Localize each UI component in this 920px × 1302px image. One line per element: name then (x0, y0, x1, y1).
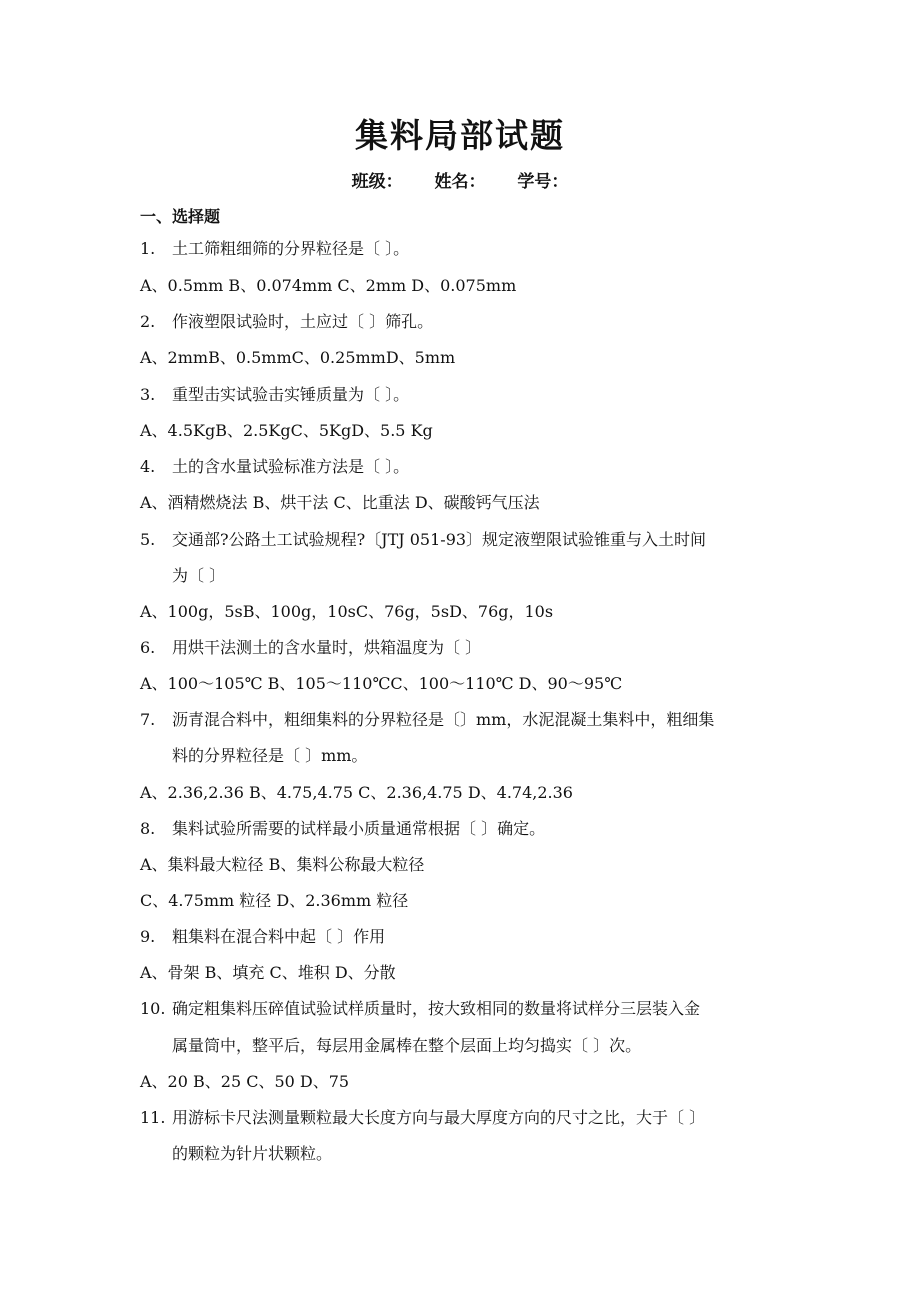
question-text: 沥青混合料中，粗细集料的分界粒径是〔〕mm，水泥混凝土集料中，粗细集 (172, 710, 715, 729)
question-number: 5. (140, 530, 156, 549)
question-11-continuation: 的颗粒为针片状颗粒。 (172, 1144, 333, 1163)
question-8-options-2: C、4.75mm 粒径 D、2.36mm 粒径 (140, 891, 409, 910)
question-text: 粗集料在混合料中起〔 〕作用 (172, 927, 386, 946)
question-number: 1. (140, 239, 156, 258)
question-number: 2. (140, 312, 156, 331)
question-11 (140, 1107, 705, 1129)
question-2-options: A、2mmB、0.5mmC、0.25mmD、5mm (140, 348, 456, 367)
student-info-row (0, 167, 920, 192)
question-9-options: A、骨架 B、填充 C、堆积 D、分散 (140, 963, 396, 982)
question-4 (140, 456, 409, 478)
question-5-options: A、100g，5sB、100g，10sC、76g，5sD、76g，10s (140, 602, 554, 621)
question-text: 土工筛粗细筛的分界粒径是〔 〕。 (172, 239, 410, 258)
question-7-continuation: 料的分界粒径是〔 〕mm。 (172, 746, 368, 765)
question-text: 重型击实试验击实锤质量为〔 〕。 (172, 385, 410, 404)
question-text: 用游标卡尺法测量颗粒最大长度方向与最大厚度方向的尺寸之比，大于〔 〕 (172, 1108, 706, 1127)
question-text: 作液塑限试验时，土应过〔 〕筛孔。 (172, 312, 434, 331)
section-heading: 一、选择题 (140, 207, 221, 226)
question-text: 用烘干法测土的含水量时，烘箱温度为〔 〕 (172, 638, 482, 657)
question-10-options: A、20 B、25 C、50 D、75 (140, 1072, 350, 1091)
question-number: 7. (140, 710, 156, 729)
question-3 (140, 384, 409, 406)
question-text: 交通部?公路土工试验规程?〔JTJ 051-93〕规定液塑限试验锥重与入土时间 (172, 530, 707, 549)
page-title: 集料局部试题 (355, 116, 565, 155)
question-text: 集料试验所需要的试样最小质量通常根据〔 〕确定。 (172, 819, 546, 838)
question-10-continuation: 属量筒中，整平后，每层用金属棒在整个层面上均匀捣实〔 〕次。 (172, 1036, 642, 1055)
question-number: 6. (140, 638, 156, 657)
question-1-options: A、0.5mm B、0.074mm C、2mm D、0.075mm (140, 276, 517, 295)
question-number: 4. (140, 457, 156, 476)
question-3-options: A、4.5KgB、2.5KgC、5KgD、5.5 Kg (140, 421, 433, 440)
question-text: 土的含水量试验标准方法是〔 〕。 (172, 457, 410, 476)
name-label: 姓名： (434, 172, 486, 192)
question-6-options: A、100～105℃ B、105～110℃C、100～110℃ D、90～95℃ (140, 674, 623, 693)
question-10 (140, 998, 700, 1020)
question-7-options: A、2.36,2.36 B、4.75,4.75 C、2.36,4.75 D、4.74,2.36 (140, 783, 573, 802)
class-label: 班级： (351, 172, 403, 192)
question-4-options: A、酒精燃烧法 B、烘干法 C、比重法 D、碳酸钙气压法 (140, 493, 540, 512)
question-number: 9. (140, 927, 156, 946)
question-7 (140, 709, 714, 731)
question-number: 10. (140, 999, 166, 1018)
question-5 (140, 529, 706, 551)
question-8 (140, 818, 545, 840)
question-6 (140, 637, 481, 659)
question-9 (140, 926, 385, 948)
student-id-label: 学号： (517, 172, 569, 192)
question-number: 3. (140, 385, 156, 404)
question-2 (140, 311, 433, 333)
question-8-options-1: A、集料最大粒径 B、集料公称最大粒径 (140, 855, 425, 874)
question-1 (140, 238, 409, 260)
question-number: 11. (140, 1108, 166, 1127)
question-5-continuation: 为〔 〕 (172, 566, 226, 585)
question-number: 8. (140, 819, 156, 838)
question-text: 确定粗集料压碎值试验试样质量时，按大致相同的数量将试样分三层装入金 (172, 999, 701, 1018)
